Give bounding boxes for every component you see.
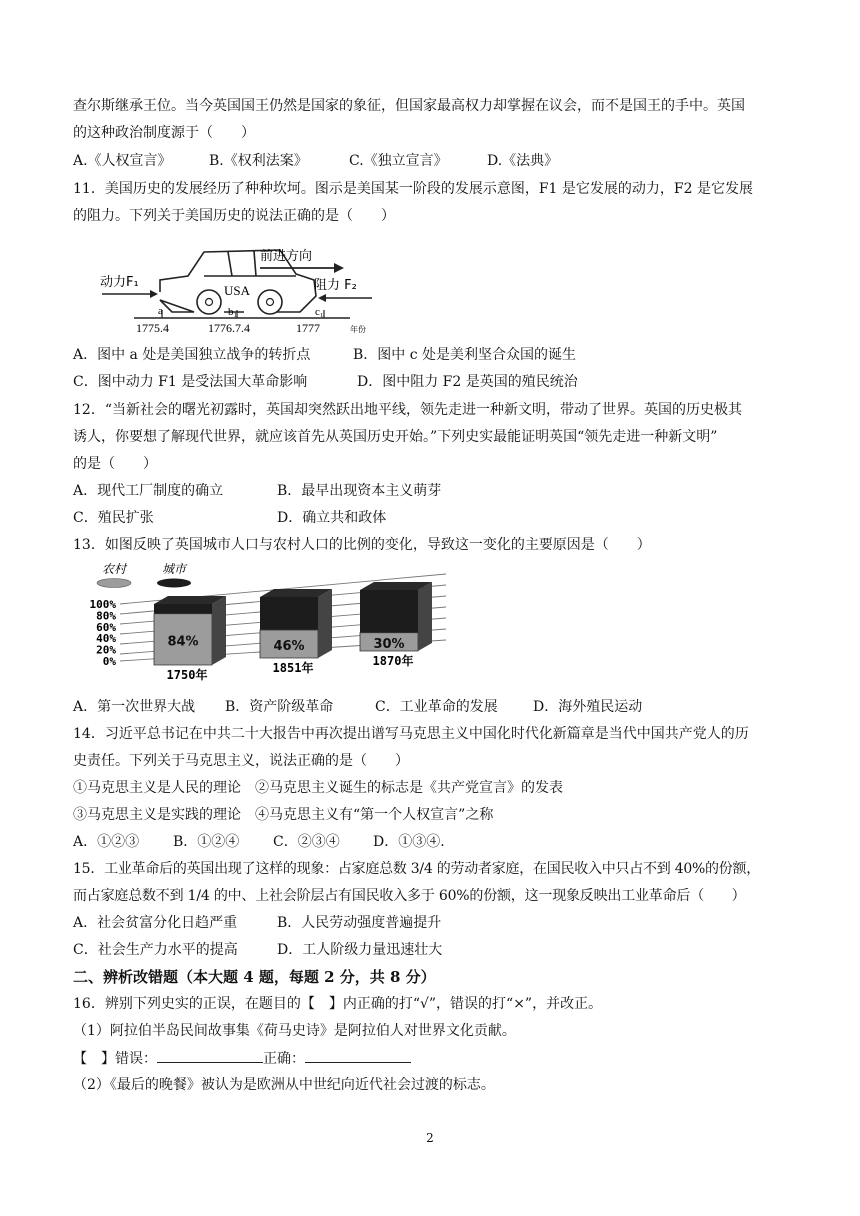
date-1776: 1776.7.4 — [208, 321, 250, 335]
force1-label: 动力F₁ — [100, 275, 139, 290]
page-number: 2 — [426, 1131, 434, 1145]
q11-option-b[interactable]: B．图中 c 处是美利坚合众国的诞生 — [353, 347, 577, 363]
q12-options-row2 — [73, 508, 386, 528]
q11-option-a[interactable]: A．图中 a 处是美国独立战争的转折点 — [73, 347, 311, 363]
q12-line3: 的是（ ） — [73, 456, 157, 472]
bar-side — [212, 596, 226, 665]
q14-option-c[interactable]: C．②③④ — [273, 834, 340, 850]
legend-urban-swatch — [157, 579, 191, 588]
q13-option-d[interactable]: D．海外殖民运动 — [533, 699, 643, 715]
x-category-label: 1851年 — [272, 661, 314, 675]
q14-option-a[interactable]: A．①②③ — [73, 834, 140, 850]
q15-option-a[interactable]: A．社会贫富分化日趋严重 — [73, 915, 238, 931]
bar-urban — [154, 604, 212, 614]
car-label: USA — [223, 283, 251, 298]
bar-value-label: 84% — [167, 634, 199, 650]
q14-options — [73, 832, 445, 852]
q10-line1: 查尔斯继承王位。当今英国国王仍然是国家的象征，但国家最高权力却掌握在议会，而不是国王的手中。英国 — [73, 98, 745, 114]
q15-options-row1 — [73, 913, 441, 933]
q12-line1: 12．“当新社会的曙光初露时，英国却突然跃出地平线，领先走进一种新文明，带动了世界。英国的历史极其 — [73, 402, 742, 418]
q10-option-c[interactable]: C.《独立宣言》 — [349, 153, 448, 169]
q14-option-b[interactable]: B．①②④ — [173, 834, 240, 850]
q12-option-d[interactable]: D．确立共和政体 — [277, 510, 387, 526]
q13-line1: 13．如图反映了英国城市人口与农村人口的比例的变化，导致这一变化的主要原因是（ ） — [73, 537, 651, 553]
q13-option-b[interactable]: B．资产阶级革命 — [225, 699, 334, 715]
q11-option-d[interactable]: D．图中阻力 F2 是英国的殖民统治 — [357, 374, 578, 390]
q10-option-d[interactable]: D.《法典》 — [487, 153, 559, 169]
q10-option-b[interactable]: B.《权利法案》 — [209, 153, 308, 169]
bar-group — [154, 582, 432, 682]
bar-urban — [360, 590, 418, 633]
force2-arrow — [318, 294, 372, 302]
q16-wrong-label: 错误： — [115, 1051, 157, 1067]
point-c-label: c₁ — [315, 306, 324, 318]
q10-option-a[interactable]: A.《人权宣言》 — [73, 153, 172, 169]
y-axis-ticks — [90, 598, 117, 668]
q11-line2: 的阻力。下列关于美国历史的说法正确的是（ ） — [73, 208, 395, 224]
x-category-label: 1750年 — [166, 668, 208, 682]
q14-line3: ①马克思主义是人民的理论 ②马克思主义诞生的标志是《共产党宣言》的发表 — [73, 780, 563, 796]
y-tick-label: 40% — [96, 632, 116, 646]
y-tick-label: 80% — [96, 609, 116, 623]
y-tick-label: 100% — [89, 598, 116, 611]
q16-right-label: 正确： — [263, 1051, 305, 1067]
q16-wrong-blank[interactable] — [157, 1048, 263, 1063]
q12-option-c[interactable]: C．殖民扩张 — [73, 510, 154, 526]
legend-rural-swatch — [97, 579, 131, 588]
bar-side — [318, 589, 332, 658]
q15-option-b[interactable]: B．人民劳动强度普遍提升 — [277, 915, 442, 931]
q13-option-c[interactable]: C．工业革命的发展 — [375, 699, 498, 715]
q12-line2: 诱人，你要想了解现代世界，就应该首先从英国历史开始。”下列史实最能证明英国“领先走进一种新文明” — [73, 429, 718, 445]
force1-arrow — [102, 290, 158, 298]
axis-unit-label: 年份 — [350, 325, 366, 334]
q12-option-a[interactable]: A．现代工厂制度的确立 — [73, 483, 224, 499]
q15-line1: 15．工业革命后的英国出现了这样的现象：占家庭总数 3/4 的劳动者家庭，在国民收入中只占不到 40%的份额， — [73, 861, 761, 877]
direction-label: 前进方向 — [260, 249, 313, 264]
legend-urban-label: 城市 — [161, 562, 187, 576]
q15-line2: 而占家庭总数不到 1/4 的中、上社会阶层占有国民收入多于 60%的份额，这一现象反映出工业革命后（ ） — [73, 888, 746, 904]
population-chart — [70, 562, 450, 690]
q12-options-row1 — [73, 481, 441, 501]
usa-car-diagram — [100, 240, 390, 336]
x-category-label: 1870年 — [372, 654, 414, 668]
chart-legend — [97, 562, 191, 588]
q16-item2: （2）《最后的晚餐》被认为是欧洲从中世纪向近代社会过渡的标志。 — [73, 1077, 495, 1093]
date-1777: 1777 — [296, 321, 320, 335]
date-1775: 1775.4 — [136, 321, 169, 335]
y-tick-label: 0% — [102, 655, 116, 668]
bar-urban — [260, 597, 318, 630]
q10-options — [73, 151, 558, 171]
y-tick-label: 20% — [96, 643, 116, 657]
q16-right-blank[interactable] — [305, 1048, 411, 1063]
point-a-label: a — [158, 305, 163, 317]
y-tick-label: 60% — [96, 620, 116, 634]
q10-line2: 的这种政治制度源于（ ） — [73, 125, 255, 141]
q11-options-row1 — [73, 345, 576, 365]
direction-arrow — [260, 263, 344, 273]
q16-item1-answer — [73, 1048, 411, 1069]
bar-value-label: 30% — [373, 636, 405, 652]
bar-side — [418, 582, 432, 651]
section2-title: 二、辨析改错题（本大题 4 题，每题 2 分，共 8 分） — [73, 968, 436, 986]
q14-line2: 史责任。下列关于马克思主义，说法正确的是（ ） — [73, 753, 409, 769]
bar-value-label: 46% — [273, 638, 305, 654]
q11-options-row2 — [73, 372, 578, 392]
point-b-label: b₁ — [228, 306, 238, 318]
q16-line1: 16．辨别下列史实的正误，在题目的【 】内正确的打“√”，错误的打“×”，并改正。 — [73, 996, 603, 1012]
q11-line1: 11．美国历史的发展经历了种种坎坷。图示是美国某一阶段的发展示意图，F1 是它发展的动力，F2 是它发展 — [73, 181, 753, 197]
q14-line4: ③马克思主义是实践的理论 ④马克思主义有“第一个人权宣言”之称 — [73, 807, 494, 823]
q15-options-row2 — [73, 940, 442, 960]
legend-rural-label: 农村 — [101, 562, 127, 576]
q11-option-c[interactable]: C．图中动力 F1 是受法国大革命影响 — [73, 374, 308, 390]
q13-options — [73, 697, 642, 717]
q16-item1-bracket[interactable]: 【 】 — [73, 1051, 115, 1067]
q15-option-c[interactable]: C．社会生产力水平的提高 — [73, 942, 238, 958]
q13-option-a[interactable]: A．第一次世界大战 — [73, 699, 196, 715]
q14-line1: 14．习近平总书记在中共二十大报告中再次提出谱写马克思主义中国化时代化新篇章是当代中国共产党人的历 — [73, 726, 749, 742]
force2-label: 阻力 F₂ — [314, 278, 357, 293]
q12-option-b[interactable]: B．最早出现资本主义萌芽 — [277, 483, 442, 499]
q15-option-d[interactable]: D．工人阶级力量迅速壮大 — [277, 942, 443, 958]
q16-item1: （1）阿拉伯半岛民间故事集《荷马史诗》是阿拉伯人对世界文化贡献。 — [73, 1023, 516, 1039]
q14-option-d[interactable]: D．①③④. — [373, 834, 445, 850]
